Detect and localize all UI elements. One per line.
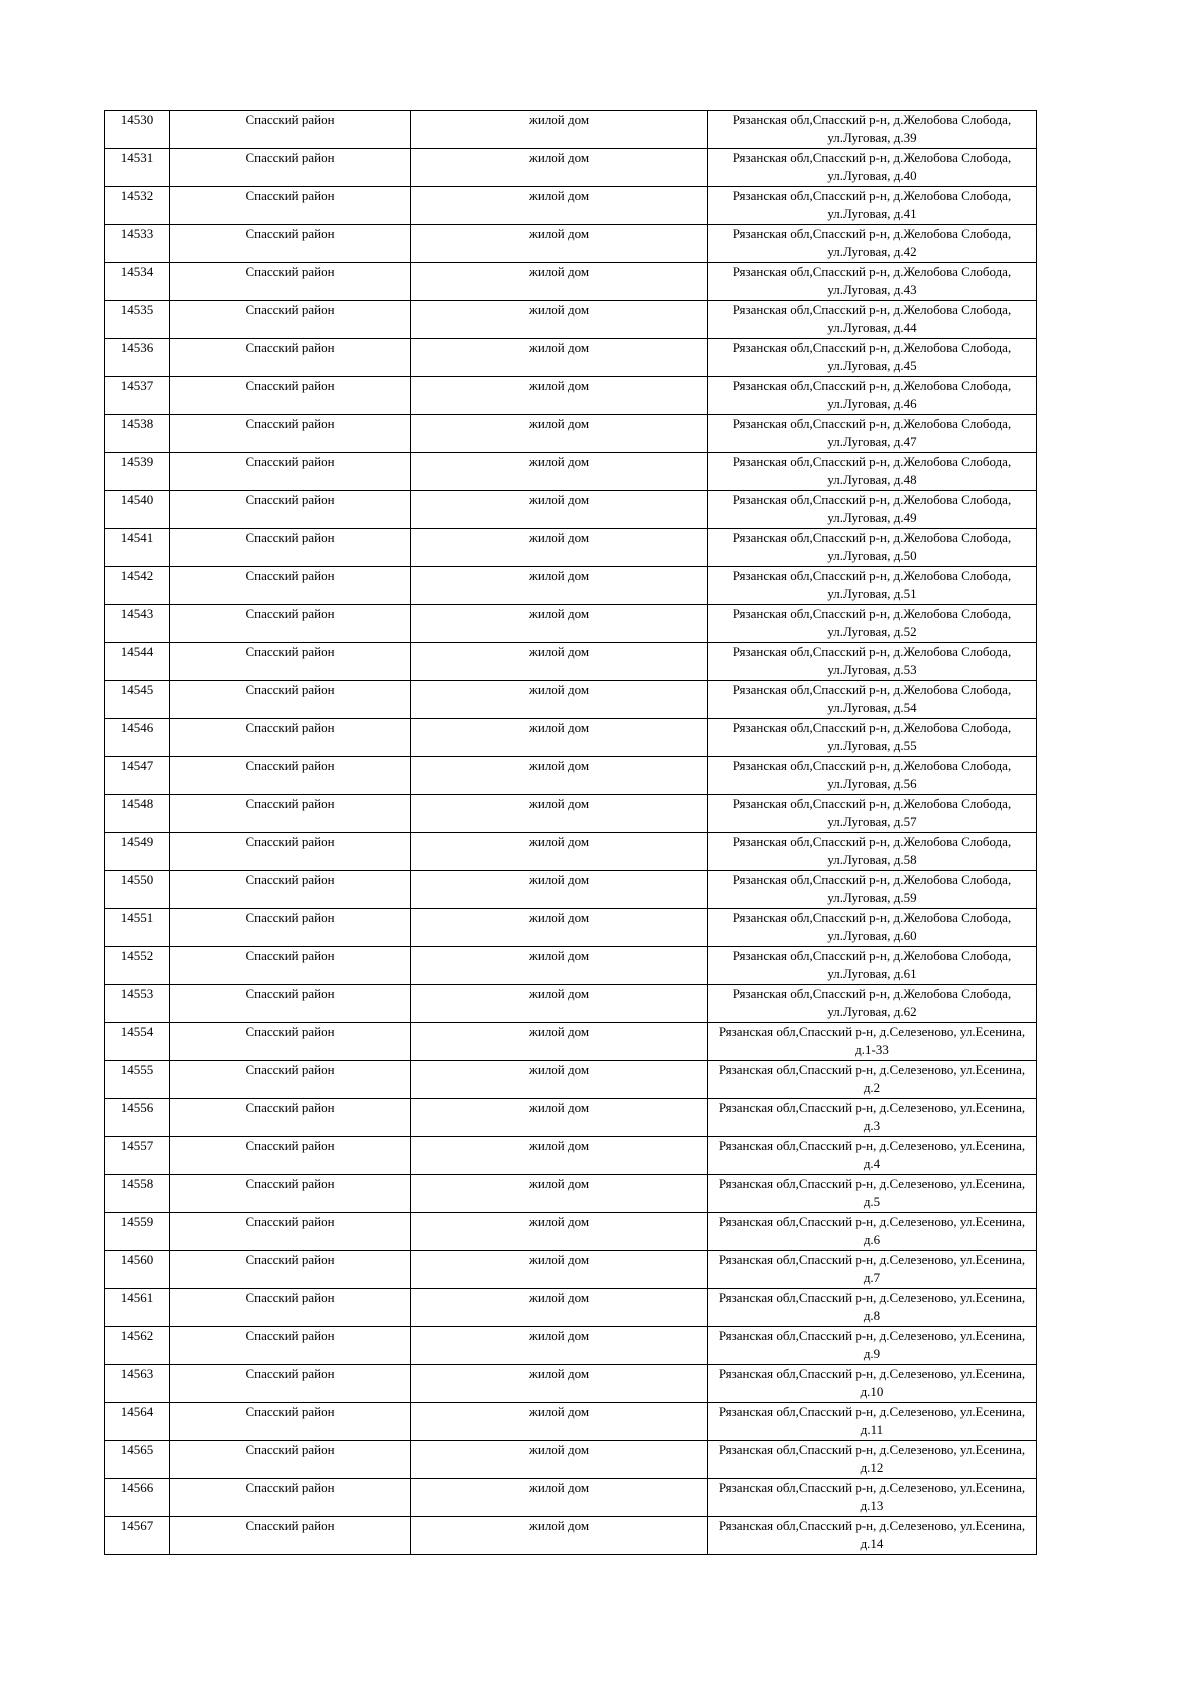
address-text: Рязанская обл,Спасский р-н, д.Желобова Слобода, ул.Луговая, д.51 bbox=[732, 568, 1012, 601]
address-cell bbox=[708, 681, 1037, 719]
address-cell bbox=[708, 795, 1037, 833]
address-cell bbox=[708, 909, 1037, 947]
district-cell: Спасский район bbox=[170, 263, 411, 301]
row-number-cell: 14536 bbox=[105, 339, 170, 377]
table-row bbox=[105, 1517, 1037, 1555]
district-cell: Спасский район bbox=[170, 719, 411, 757]
address-cell bbox=[708, 757, 1037, 795]
row-number-cell: 14557 bbox=[105, 1137, 170, 1175]
object-type-cell: жилой дом bbox=[411, 871, 708, 909]
row-number-cell: 14531 bbox=[105, 149, 170, 187]
row-number-cell: 14558 bbox=[105, 1175, 170, 1213]
address-cell bbox=[708, 1327, 1037, 1365]
address-cell bbox=[708, 263, 1037, 301]
address-text: Рязанская обл,Спасский р-н, д.Желобова Слобода, ул.Луговая, д.61 bbox=[732, 948, 1012, 981]
district-cell: Спасский район bbox=[170, 111, 411, 149]
district-cell: Спасский район bbox=[170, 985, 411, 1023]
address-cell bbox=[708, 1137, 1037, 1175]
row-number-cell: 14567 bbox=[105, 1517, 170, 1555]
address-cell bbox=[708, 339, 1037, 377]
table-row bbox=[105, 909, 1037, 947]
object-type-cell: жилой дом bbox=[411, 301, 708, 339]
table-row bbox=[105, 415, 1037, 453]
row-number-cell: 14562 bbox=[105, 1327, 170, 1365]
table-row bbox=[105, 263, 1037, 301]
object-type-cell: жилой дом bbox=[411, 795, 708, 833]
address-text: Рязанская обл,Спасский р-н, д.Селезеново, ул.Есенина, д.9 bbox=[718, 1328, 1026, 1361]
address-cell bbox=[708, 415, 1037, 453]
object-type-cell: жилой дом bbox=[411, 833, 708, 871]
address-cell bbox=[708, 1441, 1037, 1479]
table-row bbox=[105, 301, 1037, 339]
object-type-cell: жилой дом bbox=[411, 1099, 708, 1137]
address-text: Рязанская обл,Спасский р-н, д.Желобова Слобода, ул.Луговая, д.62 bbox=[732, 986, 1012, 1019]
table-row bbox=[105, 643, 1037, 681]
row-number-cell: 14549 bbox=[105, 833, 170, 871]
table-row bbox=[105, 225, 1037, 263]
address-text: Рязанская обл,Спасский р-н, д.Селезеново, ул.Есенина, д.1-33 bbox=[718, 1024, 1026, 1057]
address-text: Рязанская обл,Спасский р-н, д.Желобова Слобода, ул.Луговая, д.47 bbox=[732, 416, 1012, 449]
address-cell bbox=[708, 377, 1037, 415]
object-type-cell: жилой дом bbox=[411, 985, 708, 1023]
object-type-cell: жилой дом bbox=[411, 681, 708, 719]
district-cell: Спасский район bbox=[170, 415, 411, 453]
table-row bbox=[105, 377, 1037, 415]
row-number-cell: 14554 bbox=[105, 1023, 170, 1061]
table-row bbox=[105, 1327, 1037, 1365]
table-row bbox=[105, 1175, 1037, 1213]
row-number-cell: 14535 bbox=[105, 301, 170, 339]
address-text: Рязанская обл,Спасский р-н, д.Желобова Слобода, ул.Луговая, д.43 bbox=[732, 264, 1012, 297]
row-number-cell: 14542 bbox=[105, 567, 170, 605]
district-cell: Спасский район bbox=[170, 377, 411, 415]
table-row bbox=[105, 757, 1037, 795]
object-type-cell: жилой дом bbox=[411, 529, 708, 567]
object-type-cell: жилой дом bbox=[411, 1441, 708, 1479]
object-type-cell: жилой дом bbox=[411, 719, 708, 757]
row-number-cell: 14546 bbox=[105, 719, 170, 757]
address-text: Рязанская обл,Спасский р-н, д.Селезеново, ул.Есенина, д.10 bbox=[718, 1366, 1026, 1399]
address-text: Рязанская обл,Спасский р-н, д.Селезеново, ул.Есенина, д.14 bbox=[718, 1518, 1026, 1551]
row-number-cell: 14539 bbox=[105, 453, 170, 491]
address-text: Рязанская обл,Спасский р-н, д.Селезеново, ул.Есенина, д.11 bbox=[718, 1404, 1026, 1437]
address-cell bbox=[708, 301, 1037, 339]
row-number-cell: 14552 bbox=[105, 947, 170, 985]
table-row bbox=[105, 947, 1037, 985]
object-type-cell: жилой дом bbox=[411, 339, 708, 377]
row-number-cell: 14560 bbox=[105, 1251, 170, 1289]
table-row bbox=[105, 985, 1037, 1023]
address-text: Рязанская обл,Спасский р-н, д.Желобова Слобода, ул.Луговая, д.58 bbox=[732, 834, 1012, 867]
object-type-cell: жилой дом bbox=[411, 1023, 708, 1061]
address-cell bbox=[708, 529, 1037, 567]
row-number-cell: 14532 bbox=[105, 187, 170, 225]
table-row bbox=[105, 567, 1037, 605]
registry-table bbox=[104, 110, 1037, 1555]
address-cell bbox=[708, 985, 1037, 1023]
district-cell: Спасский район bbox=[170, 605, 411, 643]
row-number-cell: 14556 bbox=[105, 1099, 170, 1137]
registry-table-body bbox=[105, 111, 1037, 1555]
object-type-cell: жилой дом bbox=[411, 605, 708, 643]
address-text: Рязанская обл,Спасский р-н, д.Желобова Слобода, ул.Луговая, д.57 bbox=[732, 796, 1012, 829]
table-row bbox=[105, 719, 1037, 757]
district-cell: Спасский район bbox=[170, 909, 411, 947]
district-cell: Спасский район bbox=[170, 1517, 411, 1555]
address-cell bbox=[708, 149, 1037, 187]
address-text: Рязанская обл,Спасский р-н, д.Желобова Слобода, ул.Луговая, д.41 bbox=[732, 188, 1012, 221]
row-number-cell: 14566 bbox=[105, 1479, 170, 1517]
district-cell: Спасский район bbox=[170, 1213, 411, 1251]
table-row bbox=[105, 1137, 1037, 1175]
address-cell bbox=[708, 1061, 1037, 1099]
address-cell bbox=[708, 1517, 1037, 1555]
address-cell bbox=[708, 1403, 1037, 1441]
address-cell bbox=[708, 111, 1037, 149]
row-number-cell: 14533 bbox=[105, 225, 170, 263]
district-cell: Спасский район bbox=[170, 681, 411, 719]
object-type-cell: жилой дом bbox=[411, 263, 708, 301]
row-number-cell: 14551 bbox=[105, 909, 170, 947]
district-cell: Спасский район bbox=[170, 187, 411, 225]
district-cell: Спасский район bbox=[170, 1365, 411, 1403]
address-cell bbox=[708, 1251, 1037, 1289]
address-cell bbox=[708, 643, 1037, 681]
row-number-cell: 14559 bbox=[105, 1213, 170, 1251]
address-text: Рязанская обл,Спасский р-н, д.Желобова Слобода, ул.Луговая, д.53 bbox=[732, 644, 1012, 677]
address-cell bbox=[708, 1365, 1037, 1403]
address-text: Рязанская обл,Спасский р-н, д.Желобова Слобода, ул.Луговая, д.42 bbox=[732, 226, 1012, 259]
row-number-cell: 14544 bbox=[105, 643, 170, 681]
object-type-cell: жилой дом bbox=[411, 643, 708, 681]
address-text: Рязанская обл,Спасский р-н, д.Желобова Слобода, ул.Луговая, д.49 bbox=[732, 492, 1012, 525]
district-cell: Спасский район bbox=[170, 643, 411, 681]
row-number-cell: 14545 bbox=[105, 681, 170, 719]
table-row bbox=[105, 1289, 1037, 1327]
object-type-cell: жилой дом bbox=[411, 947, 708, 985]
address-cell bbox=[708, 1479, 1037, 1517]
address-cell bbox=[708, 719, 1037, 757]
district-cell: Спасский район bbox=[170, 1289, 411, 1327]
district-cell: Спасский район bbox=[170, 339, 411, 377]
district-cell: Спасский район bbox=[170, 491, 411, 529]
address-text: Рязанская обл,Спасский р-н, д.Селезеново, ул.Есенина, д.8 bbox=[718, 1290, 1026, 1323]
table-row bbox=[105, 1099, 1037, 1137]
district-cell: Спасский район bbox=[170, 567, 411, 605]
district-cell: Спасский район bbox=[170, 225, 411, 263]
address-cell bbox=[708, 567, 1037, 605]
table-row bbox=[105, 1403, 1037, 1441]
table-row bbox=[105, 149, 1037, 187]
object-type-cell: жилой дом bbox=[411, 1365, 708, 1403]
object-type-cell: жилой дом bbox=[411, 757, 708, 795]
address-cell bbox=[708, 225, 1037, 263]
row-number-cell: 14547 bbox=[105, 757, 170, 795]
address-text: Рязанская обл,Спасский р-н, д.Селезеново, ул.Есенина, д.2 bbox=[718, 1062, 1026, 1095]
object-type-cell: жилой дом bbox=[411, 1061, 708, 1099]
table-row bbox=[105, 1023, 1037, 1061]
district-cell: Спасский район bbox=[170, 1251, 411, 1289]
address-text: Рязанская обл,Спасский р-н, д.Селезеново, ул.Есенина, д.5 bbox=[718, 1176, 1026, 1209]
district-cell: Спасский район bbox=[170, 1023, 411, 1061]
address-text: Рязанская обл,Спасский р-н, д.Желобова Слобода, ул.Луговая, д.52 bbox=[732, 606, 1012, 639]
address-cell bbox=[708, 491, 1037, 529]
address-cell bbox=[708, 453, 1037, 491]
row-number-cell: 14543 bbox=[105, 605, 170, 643]
address-text: Рязанская обл,Спасский р-н, д.Желобова Слобода, ул.Луговая, д.54 bbox=[732, 682, 1012, 715]
address-cell bbox=[708, 187, 1037, 225]
object-type-cell: жилой дом bbox=[411, 111, 708, 149]
district-cell: Спасский район bbox=[170, 1479, 411, 1517]
object-type-cell: жилой дом bbox=[411, 1517, 708, 1555]
district-cell: Спасский район bbox=[170, 1441, 411, 1479]
table-row bbox=[105, 1213, 1037, 1251]
address-text: Рязанская обл,Спасский р-н, д.Желобова Слобода, ул.Луговая, д.50 bbox=[732, 530, 1012, 563]
row-number-cell: 14561 bbox=[105, 1289, 170, 1327]
address-text: Рязанская обл,Спасский р-н, д.Селезеново, ул.Есенина, д.3 bbox=[718, 1100, 1026, 1133]
address-text: Рязанская обл,Спасский р-н, д.Селезеново, ул.Есенина, д.4 bbox=[718, 1138, 1026, 1171]
address-cell bbox=[708, 1099, 1037, 1137]
address-cell bbox=[708, 1175, 1037, 1213]
address-text: Рязанская обл,Спасский р-н, д.Желобова Слобода, ул.Луговая, д.48 bbox=[732, 454, 1012, 487]
address-text: Рязанская обл,Спасский р-н, д.Желобова Слобода, ул.Луговая, д.44 bbox=[732, 302, 1012, 335]
row-number-cell: 14540 bbox=[105, 491, 170, 529]
address-text: Рязанская обл,Спасский р-н, д.Желобова Слобода, ул.Луговая, д.60 bbox=[732, 910, 1012, 943]
table-row bbox=[105, 339, 1037, 377]
district-cell: Спасский район bbox=[170, 1403, 411, 1441]
address-cell bbox=[708, 1289, 1037, 1327]
object-type-cell: жилой дом bbox=[411, 187, 708, 225]
table-row bbox=[105, 1441, 1037, 1479]
row-number-cell: 14553 bbox=[105, 985, 170, 1023]
object-type-cell: жилой дом bbox=[411, 1251, 708, 1289]
row-number-cell: 14537 bbox=[105, 377, 170, 415]
address-text: Рязанская обл,Спасский р-н, д.Желобова Слобода, ул.Луговая, д.56 bbox=[732, 758, 1012, 791]
object-type-cell: жилой дом bbox=[411, 149, 708, 187]
address-cell bbox=[708, 605, 1037, 643]
object-type-cell: жилой дом bbox=[411, 491, 708, 529]
district-cell: Спасский район bbox=[170, 795, 411, 833]
row-number-cell: 14550 bbox=[105, 871, 170, 909]
address-text: Рязанская обл,Спасский р-н, д.Селезеново, ул.Есенина, д.13 bbox=[718, 1480, 1026, 1513]
address-text: Рязанская обл,Спасский р-н, д.Селезеново, ул.Есенина, д.6 bbox=[718, 1214, 1026, 1247]
object-type-cell: жилой дом bbox=[411, 1213, 708, 1251]
table-row bbox=[105, 529, 1037, 567]
table-row bbox=[105, 871, 1037, 909]
object-type-cell: жилой дом bbox=[411, 567, 708, 605]
table-row bbox=[105, 453, 1037, 491]
row-number-cell: 14548 bbox=[105, 795, 170, 833]
address-text: Рязанская обл,Спасский р-н, д.Желобова Слобода, ул.Луговая, д.45 bbox=[732, 340, 1012, 373]
object-type-cell: жилой дом bbox=[411, 225, 708, 263]
address-cell bbox=[708, 833, 1037, 871]
table-row bbox=[105, 1365, 1037, 1403]
district-cell: Спасский район bbox=[170, 529, 411, 567]
row-number-cell: 14555 bbox=[105, 1061, 170, 1099]
district-cell: Спасский район bbox=[170, 1175, 411, 1213]
table-row bbox=[105, 491, 1037, 529]
district-cell: Спасский район bbox=[170, 1099, 411, 1137]
district-cell: Спасский район bbox=[170, 757, 411, 795]
address-text: Рязанская обл,Спасский р-н, д.Селезеново, ул.Есенина, д.12 bbox=[718, 1442, 1026, 1475]
address-text: Рязанская обл,Спасский р-н, д.Желобова Слобода, ул.Луговая, д.59 bbox=[732, 872, 1012, 905]
district-cell: Спасский район bbox=[170, 453, 411, 491]
row-number-cell: 14530 bbox=[105, 111, 170, 149]
table-row bbox=[105, 795, 1037, 833]
object-type-cell: жилой дом bbox=[411, 1137, 708, 1175]
address-text: Рязанская обл,Спасский р-н, д.Желобова Слобода, ул.Луговая, д.46 bbox=[732, 378, 1012, 411]
row-number-cell: 14563 bbox=[105, 1365, 170, 1403]
row-number-cell: 14565 bbox=[105, 1441, 170, 1479]
address-text: Рязанская обл,Спасский р-н, д.Желобова Слобода, ул.Луговая, д.40 bbox=[732, 150, 1012, 183]
object-type-cell: жилой дом bbox=[411, 453, 708, 491]
address-text: Рязанская обл,Спасский р-н, д.Желобова Слобода, ул.Луговая, д.39 bbox=[732, 112, 1012, 145]
object-type-cell: жилой дом bbox=[411, 377, 708, 415]
table-row bbox=[105, 1251, 1037, 1289]
object-type-cell: жилой дом bbox=[411, 1327, 708, 1365]
address-cell bbox=[708, 947, 1037, 985]
row-number-cell: 14541 bbox=[105, 529, 170, 567]
object-type-cell: жилой дом bbox=[411, 1403, 708, 1441]
district-cell: Спасский район bbox=[170, 1137, 411, 1175]
row-number-cell: 14564 bbox=[105, 1403, 170, 1441]
object-type-cell: жилой дом bbox=[411, 1479, 708, 1517]
table-row bbox=[105, 605, 1037, 643]
district-cell: Спасский район bbox=[170, 149, 411, 187]
address-text: Рязанская обл,Спасский р-н, д.Желобова Слобода, ул.Луговая, д.55 bbox=[732, 720, 1012, 753]
object-type-cell: жилой дом bbox=[411, 415, 708, 453]
district-cell: Спасский район bbox=[170, 1327, 411, 1365]
address-text: Рязанская обл,Спасский р-н, д.Селезеново, ул.Есенина, д.7 bbox=[718, 1252, 1026, 1285]
address-cell bbox=[708, 871, 1037, 909]
table-row bbox=[105, 111, 1037, 149]
table-row bbox=[105, 833, 1037, 871]
row-number-cell: 14538 bbox=[105, 415, 170, 453]
table-row bbox=[105, 1479, 1037, 1517]
district-cell: Спасский район bbox=[170, 871, 411, 909]
row-number-cell: 14534 bbox=[105, 263, 170, 301]
district-cell: Спасский район bbox=[170, 301, 411, 339]
address-cell bbox=[708, 1213, 1037, 1251]
district-cell: Спасский район bbox=[170, 947, 411, 985]
table-row bbox=[105, 681, 1037, 719]
object-type-cell: жилой дом bbox=[411, 1175, 708, 1213]
address-cell bbox=[708, 1023, 1037, 1061]
table-row bbox=[105, 187, 1037, 225]
district-cell: Спасский район bbox=[170, 1061, 411, 1099]
district-cell: Спасский район bbox=[170, 833, 411, 871]
object-type-cell: жилой дом bbox=[411, 909, 708, 947]
table-row bbox=[105, 1061, 1037, 1099]
object-type-cell: жилой дом bbox=[411, 1289, 708, 1327]
